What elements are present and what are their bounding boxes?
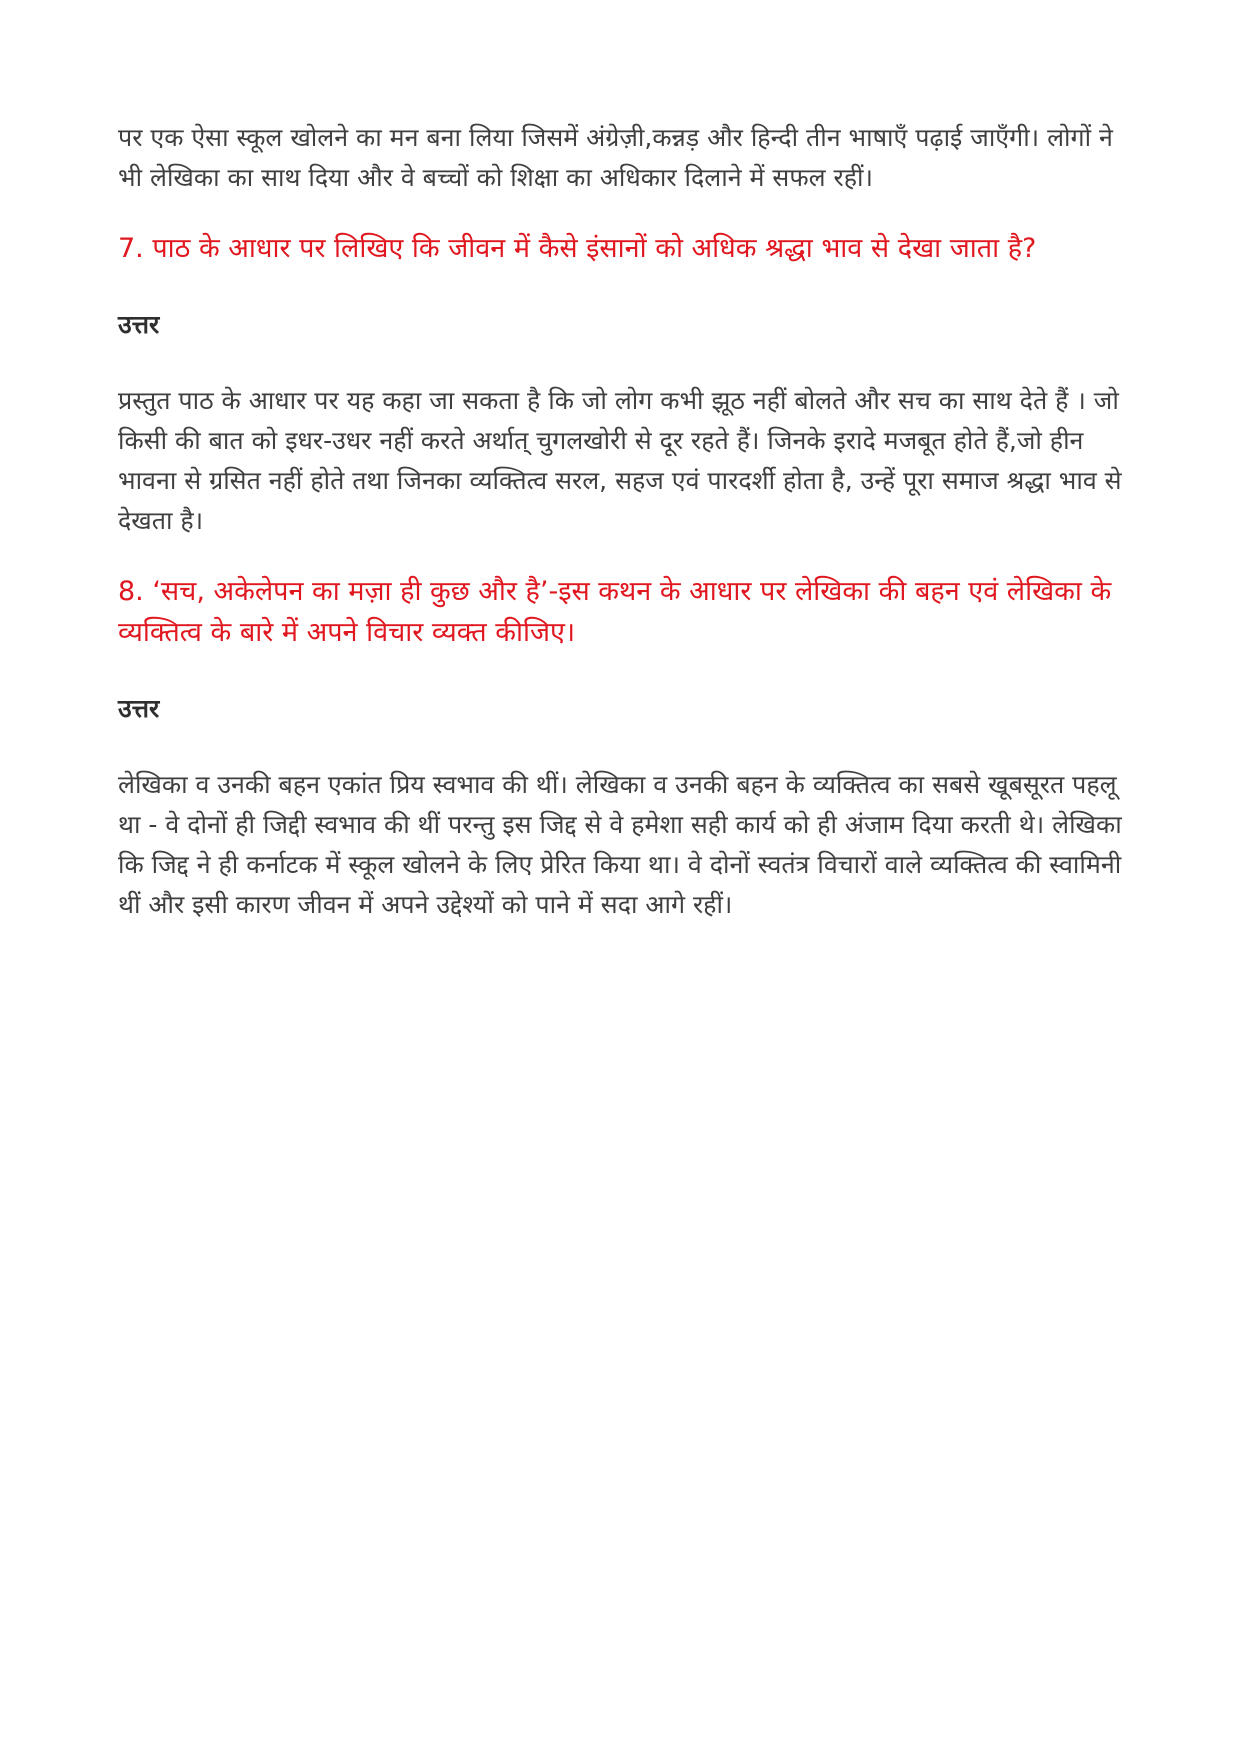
answer-7-label: उत्तर bbox=[118, 310, 160, 339]
answer-7-paragraph: प्रस्तुत पाठ के आधार पर यह कहा जा सकता है कि जो लोग कभी झूठ नहीं बोलते और सच का साथ देते हैं । जो किसी की बात को इधर-उधर नहीं करते अर्थात् चुगलखोरी से दूर रहते हैं। जिनके इरादे मजबूत होते हैं,जो हीन भावना से ग्रसित नहीं होते तथा जिनका व्यक्तित्व सरल, सहज एवं पारदर्शी होता है, उन्हें पूरा समाज श्रद्धा भाव से देखता है। bbox=[118, 386, 1122, 535]
answer-8-label: उत्तर bbox=[118, 694, 160, 723]
question-7: 7. पाठ के आधार पर लिखिए कि जीवन में कैसे इंसानों को अधिक श्रद्धा भाव से देखा जाता है? bbox=[118, 233, 1037, 264]
question-8: 8. ‘सच, अकेलेपन का मज़ा ही कुछ और है’-इस कथन के आधार पर लेखिका की बहन एवं लेखिका के व्यक्तित्व के बारे में अपने विचार व्यक्त कीजिए। bbox=[118, 576, 1112, 648]
answer-8-paragraph: लेखिका व उनकी बहन एकांत प्रिय स्वभाव की थीं। लेखिका व उनकी बहन के व्यक्तित्व का सबसे खूबसूरत पहलू था - वे दोनों ही जिद्दी स्वभाव की थीं परन्तु इस जिद्द से वे हमेशा सही कार्य को ही अंजाम दिया करती थे। लेखिका कि जिद्द ने ही कर्नाटक में स्कूल खोलने के लिए प्रेरित किया था। वे दोनों स्वतंत्र विचारों वाले व्यक्तित्व की स्वामिनी थीं और इसी कारण जीवन में अपने उद्देश्यों को पाने में सदा आगे रहीं। bbox=[118, 770, 1122, 919]
document-page bbox=[118, 118, 1128, 925]
intro-paragraph: पर एक ऐसा स्कूल खोलने का मन बना लिया जिसमें अंग्रेज़ी,कन्नड़ और हिन्दी तीन भाषाएँ पढ़ाई जाएँगी। लोगों ने भी लेखिका का साथ दिया और वे बच्चों को शिक्षा का अधिकार दिलाने में सफल रहीं। bbox=[118, 123, 1113, 192]
